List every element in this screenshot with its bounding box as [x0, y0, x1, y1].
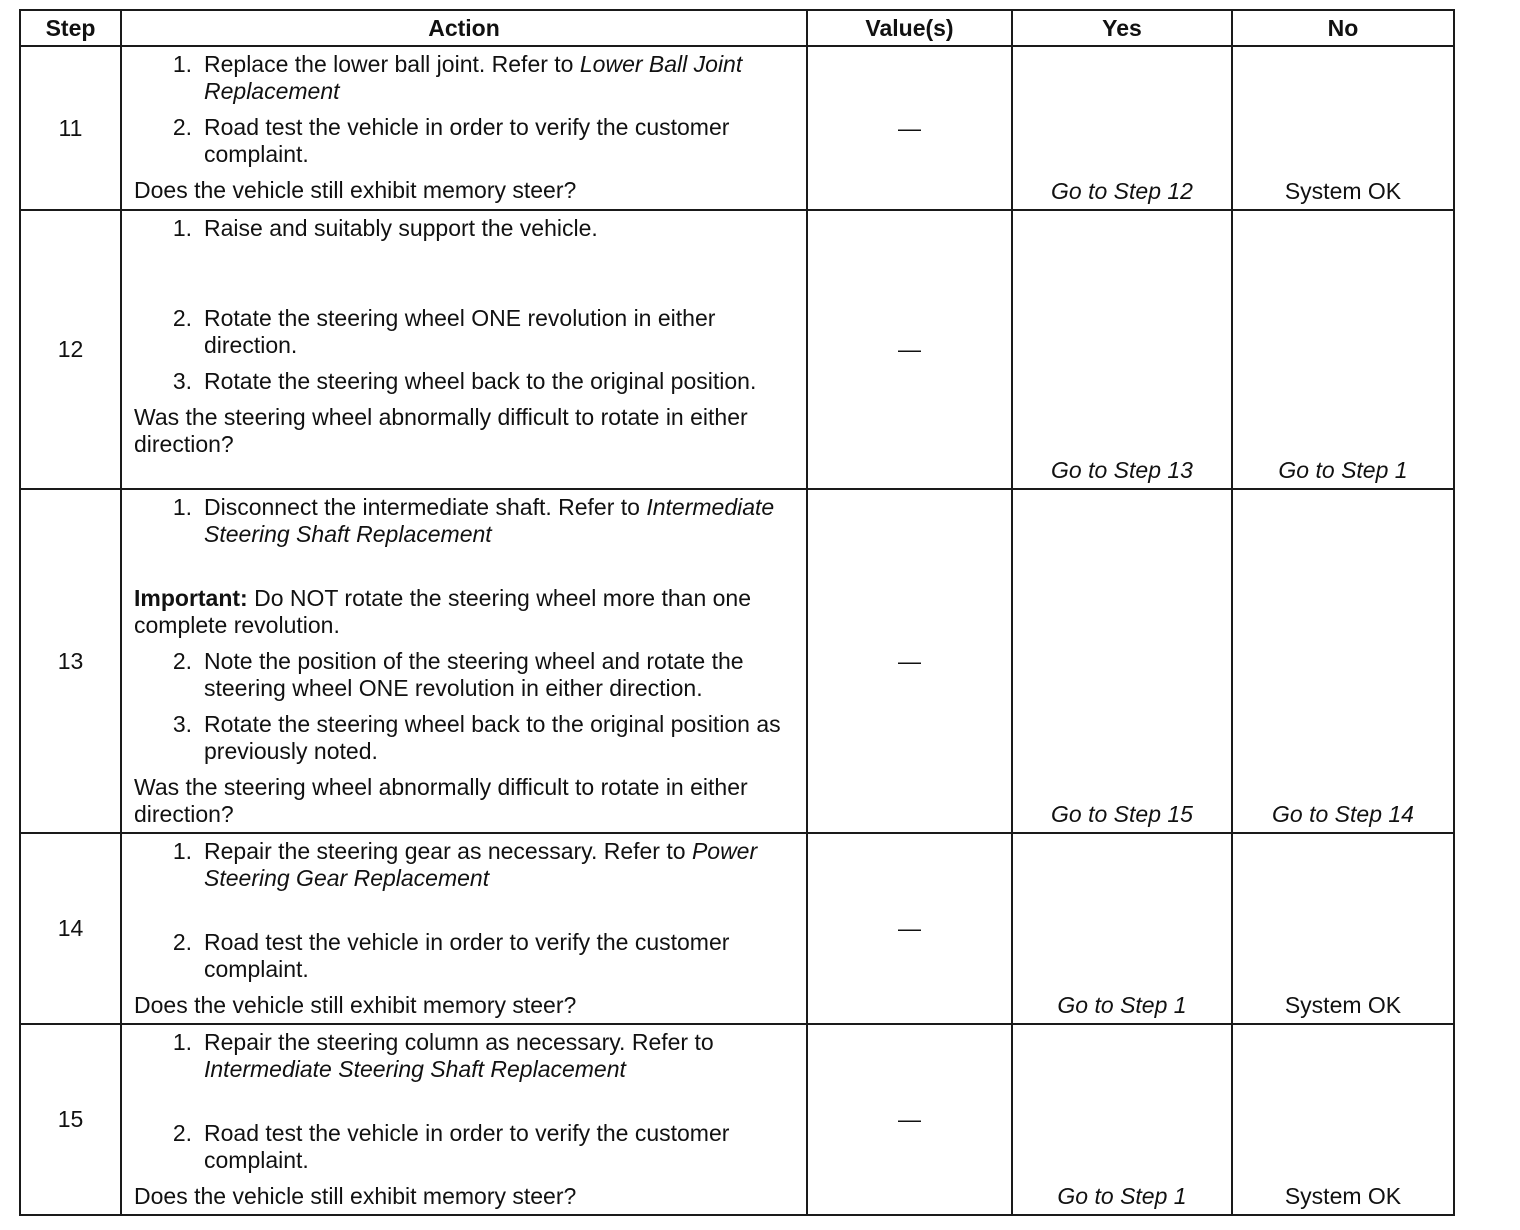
value-cell: — — [807, 210, 1012, 489]
yes-link-text: Go to Step 13 — [1051, 457, 1193, 483]
step-number: 15 — [20, 1024, 121, 1215]
no-link-text: Go to Step 1 — [1278, 457, 1408, 483]
item-number: 3. — [172, 368, 192, 394]
yes-link-text: Go to Step 1 — [1057, 992, 1187, 1018]
no-link-text: Go to Step 14 — [1272, 801, 1414, 827]
important-note — [134, 585, 800, 639]
action-item — [134, 929, 800, 983]
table-row — [20, 489, 1454, 833]
item-text: Repair the steering gear as necessary. Refer to — [204, 838, 692, 864]
item-number: 1. — [172, 494, 192, 520]
table-row — [20, 1024, 1454, 1215]
item-number: 2. — [172, 929, 192, 955]
item-text: Rotate the steering wheel back to the original position. — [204, 368, 757, 394]
yes-result — [1012, 833, 1232, 1024]
question-text: Was the steering wheel abnormally difficult to rotate in either direction? — [134, 774, 748, 827]
action-cell — [121, 46, 807, 210]
table-row — [20, 210, 1454, 489]
item-text: Replace the lower ball joint. Refer to — [204, 51, 580, 77]
action-item — [134, 838, 800, 892]
item-number: 1. — [172, 215, 192, 241]
action-item — [134, 368, 800, 395]
yes-result — [1012, 489, 1232, 833]
important-label: Important: — [134, 585, 248, 611]
yes-link-text: Go to Step 12 — [1051, 178, 1193, 204]
action-cell — [121, 210, 807, 489]
header-action: Action — [121, 10, 807, 46]
action-item — [134, 114, 800, 168]
item-reference: Intermediate Steering Shaft Replacement — [204, 494, 775, 547]
item-number: 1. — [172, 51, 192, 77]
item-reference: Intermediate Steering Shaft Replacement — [204, 1056, 626, 1082]
step-number: 13 — [20, 489, 121, 833]
item-text: Repair the steering column as necessary. Refer to — [204, 1029, 714, 1055]
important-text: Do NOT rotate the steering wheel more than one complete revolution. — [134, 585, 752, 638]
question-text: Does the vehicle still exhibit memory steer? — [134, 992, 577, 1018]
question-text: Does the vehicle still exhibit memory steer? — [134, 1183, 577, 1209]
action-cell — [121, 833, 807, 1024]
item-number: 3. — [172, 711, 192, 737]
no-result — [1232, 210, 1454, 489]
action-item — [134, 1120, 800, 1174]
no-result — [1232, 489, 1454, 833]
no-result: System OK — [1232, 1024, 1454, 1215]
item-text: Road test the vehicle in order to verify the customer complaint. — [204, 929, 730, 982]
action-item — [134, 305, 800, 359]
item-text: Road test the vehicle in order to verify the customer complaint. — [204, 114, 730, 167]
item-text: Note the position of the steering wheel and rotate the steering wheel ONE revolution in either direction. — [204, 648, 744, 701]
value-cell: — — [807, 46, 1012, 210]
no-result: System OK — [1232, 833, 1454, 1024]
step-number: 11 — [20, 46, 121, 210]
header-no: No — [1232, 10, 1454, 46]
no-result: System OK — [1232, 46, 1454, 210]
step-number: 14 — [20, 833, 121, 1024]
item-number: 2. — [172, 648, 192, 674]
item-reference: Power Steering Gear Replacement — [204, 838, 758, 891]
action-item — [134, 215, 800, 242]
action-item — [134, 711, 800, 765]
action-item — [134, 51, 800, 105]
yes-result — [1012, 1024, 1232, 1215]
item-reference: Lower Ball Joint Replacement — [204, 51, 743, 104]
yes-link-text: Go to Step 15 — [1051, 801, 1193, 827]
item-number: 2. — [172, 114, 192, 140]
table-row — [20, 46, 1454, 210]
yes-result — [1012, 210, 1232, 489]
value-cell: — — [807, 833, 1012, 1024]
diagnostic-table — [19, 9, 1455, 1216]
value-cell: — — [807, 1024, 1012, 1215]
item-number: 1. — [172, 1029, 192, 1055]
action-cell — [121, 1024, 807, 1215]
item-text: Raise and suitably support the vehicle. — [204, 215, 598, 241]
header-row — [20, 10, 1454, 46]
yes-link-text: Go to Step 1 — [1057, 1183, 1187, 1209]
table-row — [20, 833, 1454, 1024]
item-text: Road test the vehicle in order to verify the customer complaint. — [204, 1120, 730, 1173]
action-item — [134, 494, 800, 548]
item-number: 2. — [172, 1120, 192, 1146]
action-item — [134, 1029, 800, 1083]
step-number: 12 — [20, 210, 121, 489]
value-cell: — — [807, 489, 1012, 833]
action-item — [134, 648, 800, 702]
item-text: Rotate the steering wheel back to the original position as previously noted. — [204, 711, 781, 764]
yes-result — [1012, 46, 1232, 210]
question-text: Does the vehicle still exhibit memory steer? — [134, 177, 577, 203]
header-values: Value(s) — [807, 10, 1012, 46]
question-text: Was the steering wheel abnormally difficult to rotate in either direction? — [134, 404, 748, 457]
header-step: Step — [20, 10, 121, 46]
item-number: 1. — [172, 838, 192, 864]
item-text: Disconnect the intermediate shaft. Refer to — [204, 494, 647, 520]
header-yes: Yes — [1012, 10, 1232, 46]
item-number: 2. — [172, 305, 192, 331]
action-cell — [121, 489, 807, 833]
item-text: Rotate the steering wheel ONE revolution in either direction. — [204, 305, 716, 358]
